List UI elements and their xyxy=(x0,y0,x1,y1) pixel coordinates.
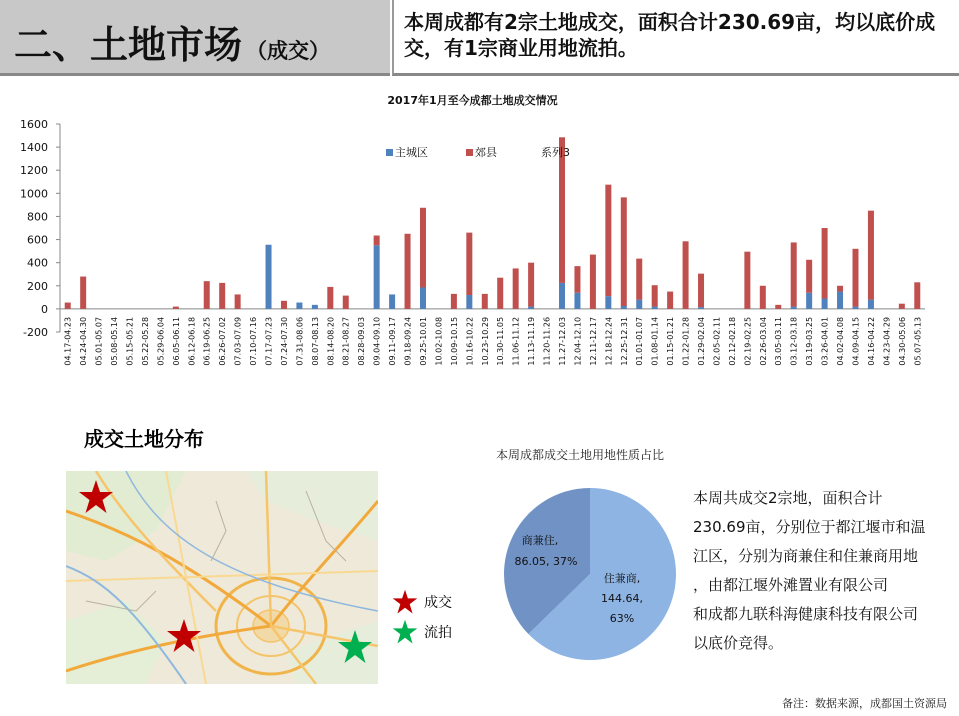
x-tick-label: 06.05-06.11 xyxy=(171,316,181,366)
bar-main-city xyxy=(806,293,812,309)
x-tick-label: 08.21-08.27 xyxy=(341,316,351,366)
red-star-icon xyxy=(392,589,418,615)
description-line: 江区，分别为商兼住和住兼商用地 xyxy=(693,547,919,565)
land-use-pie-chart xyxy=(500,488,680,668)
x-tick-label: 05.01-05.07 xyxy=(94,316,104,366)
x-tick-label: 05.15-05.21 xyxy=(125,316,135,366)
x-tick-label: 03.05-03.11 xyxy=(774,316,784,366)
x-tick-label: 12.04-12.10 xyxy=(573,316,583,366)
bar-suburban xyxy=(327,287,333,309)
y-tick-label: 800 xyxy=(27,210,48,224)
y-tick-label: 400 xyxy=(27,256,48,270)
y-tick-label: 200 xyxy=(27,279,48,293)
source-note: 备注：数据来源，成都国土资源局 xyxy=(782,697,947,710)
x-tick-label: 04.30-05.06 xyxy=(897,316,907,366)
x-tick-label: 07.17-07.23 xyxy=(264,316,274,366)
bar-main-city xyxy=(528,307,534,309)
x-tick-label: 04.24-04.30 xyxy=(79,316,89,366)
bar-suburban xyxy=(837,286,843,292)
x-tick-label: 06.12-06.18 xyxy=(187,316,197,366)
y-tick-label: 1000 xyxy=(20,187,48,201)
bar-suburban xyxy=(173,307,179,309)
x-tick-label: 09.04-09.10 xyxy=(372,316,382,366)
bar-suburban xyxy=(698,274,704,308)
x-tick-label: 08.14-08.20 xyxy=(326,316,336,366)
bar-main-city xyxy=(266,245,272,309)
y-tick-label: 0 xyxy=(41,302,48,316)
y-tick-label: 1400 xyxy=(20,141,48,155)
bar-suburban xyxy=(760,286,766,309)
x-tick-label: 03.19-03.25 xyxy=(805,316,815,366)
bar-main-city xyxy=(420,288,426,309)
pie-label-a-percent: 63% xyxy=(609,612,635,625)
x-tick-label: 03.26-04.01 xyxy=(820,316,830,366)
x-tick-label: 05.07-05.13 xyxy=(913,316,923,366)
x-tick-label: 01.22-01.28 xyxy=(681,316,691,366)
bar-suburban xyxy=(405,234,411,309)
green-star-icon xyxy=(392,619,418,645)
x-tick-label: 07.31-08.06 xyxy=(295,316,305,366)
pie-chart-title: 本周成都成交土地用地性质占比 xyxy=(496,448,665,462)
x-tick-label: 10.02-10.08 xyxy=(434,316,444,366)
x-tick-label: 07.24-07.30 xyxy=(279,316,289,366)
bar-suburban xyxy=(420,208,426,288)
y-tick-label: -200 xyxy=(23,326,48,339)
bar-suburban xyxy=(65,303,71,309)
bar-suburban xyxy=(451,294,457,309)
pie-label-a-name: 住兼商, xyxy=(603,572,641,585)
land-transaction-bar-chart xyxy=(0,84,959,384)
bar-main-city xyxy=(559,283,565,309)
x-tick-label: 10.30-11.05 xyxy=(496,316,506,366)
bar-suburban xyxy=(482,294,488,309)
x-tick-label: 11.13-11.19 xyxy=(527,316,537,366)
bar-main-city xyxy=(837,292,843,309)
bar-suburban xyxy=(80,277,86,309)
legend-swatch xyxy=(466,149,473,156)
x-tick-label: 04.17-04.23 xyxy=(63,316,73,366)
bar-main-city xyxy=(389,294,395,308)
bar-suburban xyxy=(559,137,565,283)
x-tick-label: 02.26-03.04 xyxy=(758,316,768,366)
bar-suburban xyxy=(513,268,519,308)
x-tick-label: 10.09-10.15 xyxy=(449,316,459,366)
map-legend-deal-label: 成交 xyxy=(424,595,452,611)
x-tick-label: 12.11-12.17 xyxy=(588,316,598,366)
description-line: 本周共成交2宗地，面积合计 xyxy=(693,489,883,507)
bar-suburban xyxy=(343,296,349,309)
deal-star-dujiangyan-icon xyxy=(78,479,114,515)
bar-suburban xyxy=(605,185,611,297)
bar-main-city xyxy=(296,303,302,309)
bar-suburban xyxy=(652,285,658,306)
bar-main-city xyxy=(621,306,627,309)
bar-suburban xyxy=(667,292,673,309)
bar-suburban xyxy=(574,266,580,293)
x-tick-label: 05.29-06.04 xyxy=(156,316,166,366)
y-tick-label: 1600 xyxy=(20,118,48,131)
x-tick-label: 07.10-07.16 xyxy=(249,316,259,366)
x-tick-label: 07.03-07.09 xyxy=(233,316,243,366)
bar-suburban xyxy=(466,233,472,295)
section-title-sub: （成交） xyxy=(246,39,331,63)
legend-label: 郊县 xyxy=(475,146,497,159)
x-tick-label: 10.23-10.29 xyxy=(480,316,490,366)
bar-suburban xyxy=(775,305,781,309)
bar-suburban xyxy=(914,282,920,309)
bar-suburban xyxy=(744,252,750,309)
x-tick-label: 11.27-12.03 xyxy=(558,316,568,366)
legend-label: 主城区 xyxy=(395,146,428,159)
bar-main-city xyxy=(574,293,580,309)
map-legend-failed-label: 流拍 xyxy=(424,625,452,641)
bar-suburban xyxy=(374,236,380,246)
bar-suburban xyxy=(636,259,642,300)
x-tick-label: 09.18-09.24 xyxy=(403,316,413,366)
failed-star-icon xyxy=(337,629,373,665)
x-tick-label: 01.08-01.14 xyxy=(650,316,660,366)
bar-suburban xyxy=(822,228,828,298)
x-tick-label: 04.09-04.15 xyxy=(851,316,861,366)
x-tick-label: 01.29-02.04 xyxy=(697,316,707,366)
description-line: 以底价竞得。 xyxy=(693,634,784,652)
bar-main-city xyxy=(698,307,704,309)
bar-suburban xyxy=(219,283,225,309)
x-tick-label: 08.28-09.03 xyxy=(357,316,367,366)
pie-label-b-name: 商兼住, xyxy=(521,534,559,547)
x-tick-label: 11.20-11.26 xyxy=(542,316,552,366)
x-tick-label: 04.23-04.29 xyxy=(882,316,892,366)
bar-suburban xyxy=(590,255,596,309)
x-tick-label: 02.05-02.11 xyxy=(712,316,722,366)
chengdu-map xyxy=(66,471,378,684)
x-tick-label: 05.08-05.14 xyxy=(110,316,120,366)
description-line: ，由都江堰外滩置业有限公司 xyxy=(693,576,889,594)
x-tick-label: 09.11-09.17 xyxy=(388,316,398,366)
bar-suburban xyxy=(621,197,627,306)
x-tick-label: 04.16-04.22 xyxy=(866,316,876,366)
bar-main-city xyxy=(852,307,858,309)
bar-main-city xyxy=(374,245,380,309)
map-legend-failed xyxy=(392,619,452,645)
bar-suburban xyxy=(852,249,858,307)
bar-suburban xyxy=(497,278,503,309)
bar-suburban xyxy=(528,263,534,307)
legend-label: 系列3 xyxy=(541,146,570,159)
bar-main-city xyxy=(868,300,874,309)
bar-suburban xyxy=(683,241,689,309)
section-title-box xyxy=(0,0,390,76)
x-tick-label: 05.22-05.28 xyxy=(140,316,150,366)
x-tick-label: 08.07-08.13 xyxy=(310,316,320,366)
description-line: 和成都九联科海健康科技有限公司 xyxy=(693,605,919,623)
bar-main-city xyxy=(822,298,828,308)
bar-suburban xyxy=(235,294,241,308)
x-tick-label: 01.01-01.07 xyxy=(635,316,645,366)
y-tick-label: 1200 xyxy=(20,164,48,178)
x-tick-label: 06.19-06.25 xyxy=(202,316,212,366)
x-tick-label: 12.18-12.24 xyxy=(604,316,614,366)
map-section-title: 成交土地分布 xyxy=(84,427,204,451)
bar-main-city xyxy=(791,307,797,309)
x-tick-label: 02.19-02.25 xyxy=(743,316,753,366)
bar-suburban xyxy=(281,301,287,309)
bar-suburban xyxy=(806,260,812,293)
bar-main-city xyxy=(652,307,658,309)
bar-suburban xyxy=(791,242,797,306)
pie-label-b-value: 86.05, 37% xyxy=(514,555,578,568)
bar-main-city xyxy=(605,296,611,309)
x-tick-label: 12.25-12.31 xyxy=(619,316,629,366)
description-line: 230.69亩，分别位于都江堰市和温 xyxy=(693,518,926,536)
x-tick-label: 01.15-01.21 xyxy=(666,316,676,366)
x-tick-label: 03.12-03.18 xyxy=(789,316,799,366)
y-tick-label: 600 xyxy=(27,233,48,247)
x-tick-label: 06.26-07.02 xyxy=(218,316,228,366)
legend-swatch xyxy=(386,149,393,156)
x-tick-label: 04.02-04.08 xyxy=(836,316,846,366)
x-tick-label: 02.12-02.18 xyxy=(727,316,737,366)
x-tick-label: 09.25-10.01 xyxy=(418,316,428,366)
pie-label-a-value: 144.64, xyxy=(601,592,643,605)
x-tick-label: 11.06-11.12 xyxy=(511,316,521,366)
bar-chart-title: 2017年1月至今成都土地成交情况 xyxy=(387,94,558,107)
deal-star-wenjiang-icon xyxy=(166,618,202,654)
bar-main-city xyxy=(466,295,472,309)
bar-suburban xyxy=(868,211,874,300)
bar-main-city xyxy=(312,305,318,309)
section-title: 二、土地市场 （成交） xyxy=(14,23,331,67)
map-legend-deal xyxy=(392,589,452,615)
bar-main-city xyxy=(636,300,642,309)
transaction-description xyxy=(693,484,943,658)
weekly-summary: 本周成都有2宗土地成交，面积合计230.69亩，均以底价成交，有1宗商业用地流拍。 xyxy=(392,0,959,76)
bar-suburban xyxy=(899,304,905,309)
bar-suburban xyxy=(204,281,210,309)
x-tick-label: 10.16-10.22 xyxy=(465,316,475,366)
